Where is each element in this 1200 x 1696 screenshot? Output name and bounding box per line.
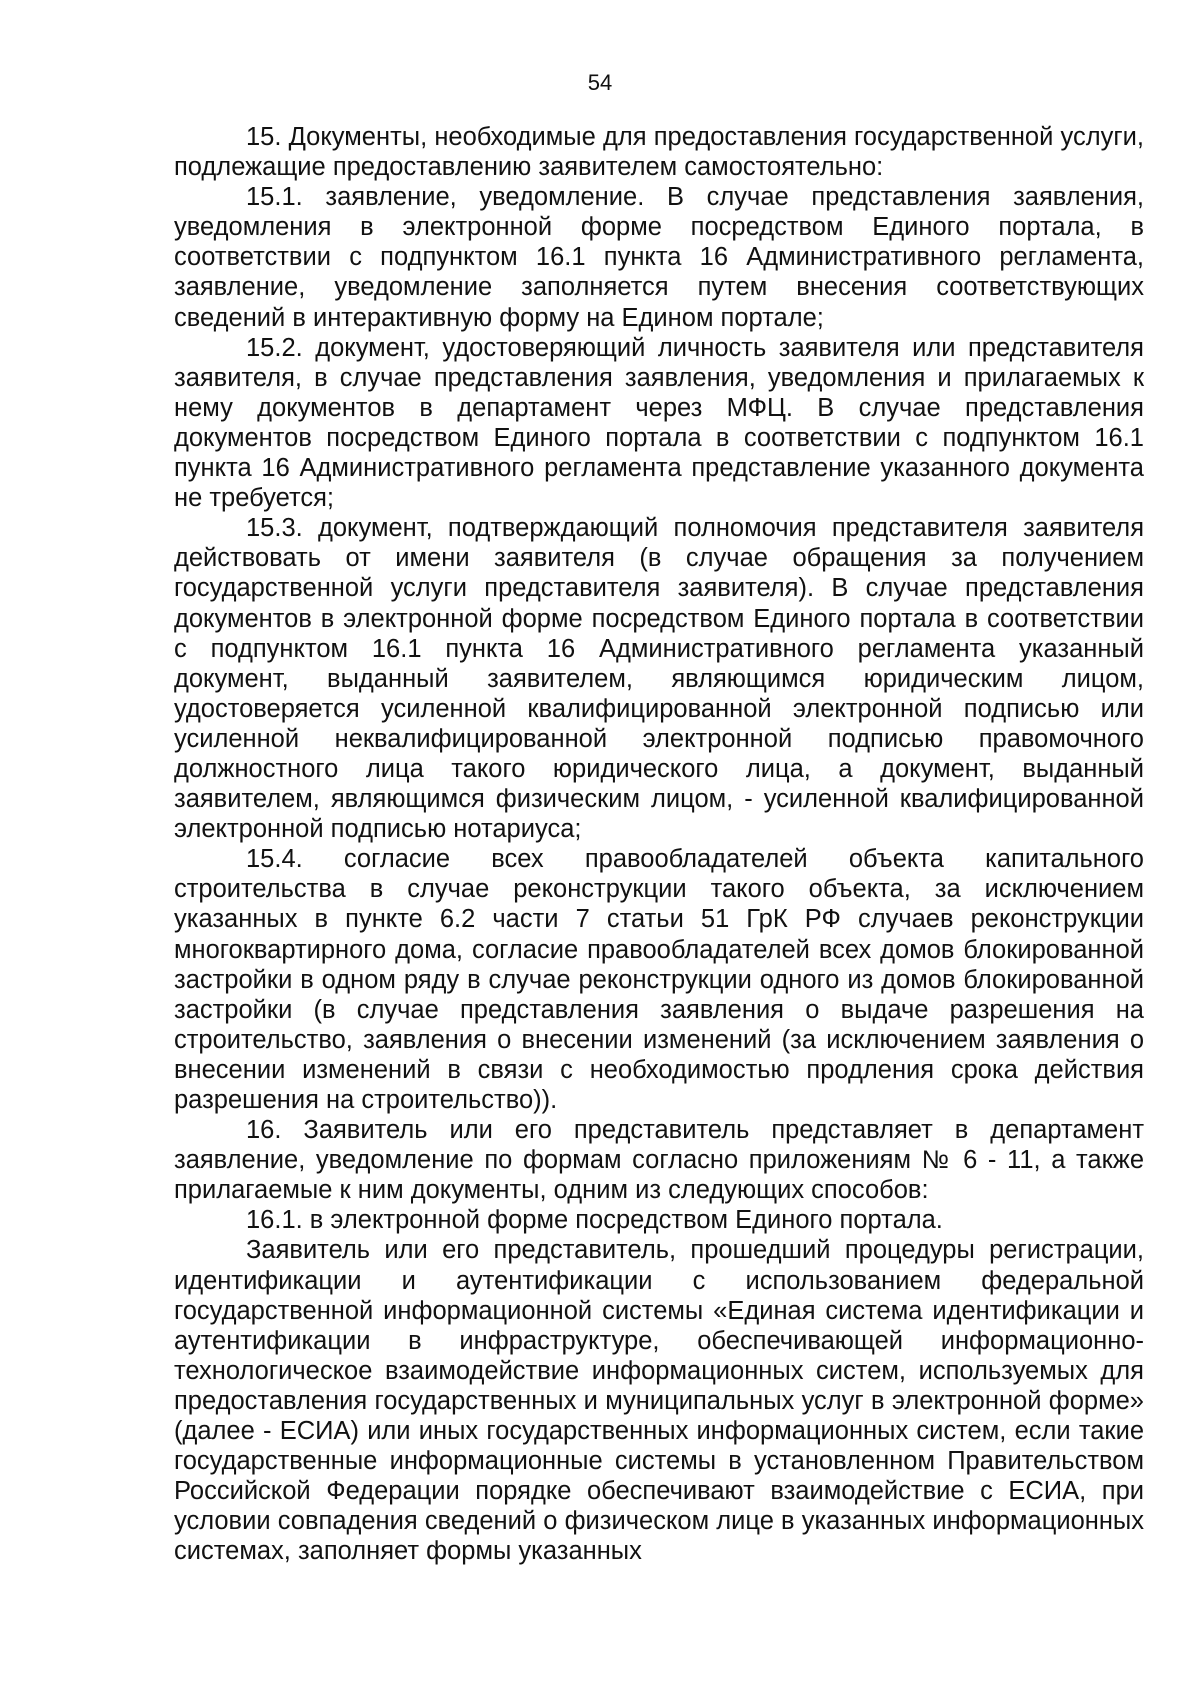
paragraph-16: 16. Заявитель или его представитель представляет в департамент заявление, уведомление по формам согласно приложениям № 6 - 11, а также прилагаемые к ним документы, одним из следующих способов: bbox=[174, 1116, 1144, 1205]
document-body bbox=[174, 122, 1144, 1567]
paragraph-15: 15. Документы, необходимые для предоставления государственной услуги, подлежащие предоставлению заявителем самостоятельно: bbox=[174, 123, 1144, 182]
paragraph-15-4: 15.4. согласие всех правообладателей объекта капитального строительства в случае реконструкции такого объекта, за исключением указанных в пункте 6.2 части 7 статьи 51 ГрК РФ случаев реконструкции многоквартирного дома, согласие правообладателей всех домов блокированной застройки в одном ряду в случае реконструкции одного из домов блокированной застройки (в случае представления заявления о выдаче разрешения на строительство, заявления о внесении изменений (за исключением заявления о внесении изменений в связи с необходимостью продления срока действия разрешения на строительство)). bbox=[174, 845, 1144, 1114]
paragraph-15-3: 15.3. документ, подтверждающий полномочия представителя заявителя действовать от имени заявителя (в случае обращения за получением государственной услуги представителя заявителя). В случае представления документов в электронной форме посредством Единого портала в соответствии с подпунктом 16.1 пункта 16 Административного регламента указанный документ, выданный заявителем, являющимся юридическим лицом, удостоверяется усиленной квалифицированной электронной подписью или усиленной неквалифицированной электронной подписью правомочного должностного лица такого юридического лица, а документ, выданный заявителем, являющимся физическим лицом, - усиленной квалифицированной электронной подписью нотариуса; bbox=[174, 514, 1144, 844]
page-number: 54 bbox=[587, 70, 613, 95]
paragraph-15-1: 15.1. заявление, уведомление. В случае представления заявления, уведомления в электронной форме посредством Единого портала, в соответствии с подпунктом 16.1 пункта 16 Административного регламента, заявление, уведомление заполняется путем внесения соответствующих сведений в интерактивную форму на Едином портале; bbox=[174, 183, 1144, 332]
paragraph-15-2: 15.2. документ, удостоверяющий личность заявителя или представителя заявителя, в случае представления заявления, уведомления и прилагаемых к нему документов в департамент через МФЦ. В случае представления документов посредством Единого портала в соответствии с подпунктом 16.1 пункта 16 Административного регламента представление указанного документа не требуется; bbox=[174, 333, 1144, 513]
paragraph-16-1: 16.1. в электронной форме посредством Единого портала. bbox=[246, 1206, 943, 1235]
paragraph-esia: Заявитель или его представитель, прошедший процедуры регистрации, идентификации и аутентификации с использованием федеральной государственной информационной системы «Единая система идентификации и аутентификации в инфраструктуре, обеспечивающей информационно-технологическое взаимодействие информационных систем, используемых для предоставления государственных и муниципальных услуг в электронной форме» (далее - ЕСИА) или иных государственных информационных систем, если такие государственные информационные системы в установленном Правительством Российской Федерации порядке обеспечивают взаимодействие с ЕСИА, при условии совпадения сведений о физическом лице в указанных информационных системах, заполняет формы указанных bbox=[174, 1236, 1144, 1566]
